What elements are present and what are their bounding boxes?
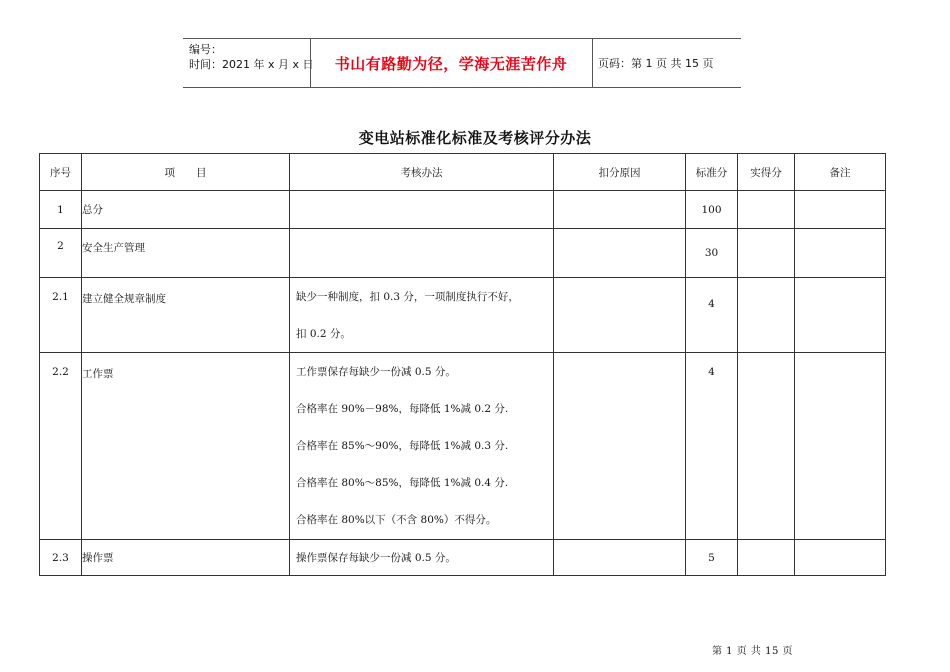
method-line: 工作票保存每缺少一份减 0.5 分。 [296, 366, 456, 378]
method-line: 合格率在 85%～90%，每降低 1%减 0.3 分. [296, 440, 509, 452]
method-line: 操作票保存每缺少一份减 0.5 分。 [296, 552, 456, 564]
row-actual [738, 278, 795, 353]
document-time-label: 时间：2021 年 x 月 x 日 [189, 58, 314, 71]
col-header-std: 标准分 [686, 154, 738, 191]
table-row [40, 229, 886, 278]
row-remark [795, 191, 886, 229]
row-no: 1 [40, 191, 82, 229]
row-remark [795, 353, 886, 540]
row-std: 4 [686, 278, 738, 353]
header-page-info: 页码：第 1 页 共 15 页 [598, 57, 714, 70]
method-line: 缺少一种制度，扣 0.3 分，一项制度执行不好， [296, 291, 519, 303]
row-no: 2 [40, 229, 82, 278]
row-reason [554, 191, 686, 229]
row-item: 工作票 [82, 353, 290, 540]
col-header-actual: 实得分 [738, 154, 795, 191]
table-row [40, 191, 886, 229]
header-motto: 书山有路勤为径，学海无涯苦作舟 [334, 54, 568, 73]
row-item: 总分 [82, 191, 290, 229]
col-header-reason: 扣分原因 [554, 154, 686, 191]
row-reason [554, 278, 686, 353]
col-header-item: 项 目 [82, 154, 290, 191]
row-method [290, 229, 554, 278]
method-line: 合格率在 90%－98%，每降低 1%减 0.2 分. [296, 403, 509, 415]
header-meta [189, 42, 314, 72]
row-no: 2.1 [40, 278, 82, 353]
row-actual [738, 229, 795, 278]
row-actual [738, 353, 795, 540]
row-no: 2.3 [40, 540, 82, 576]
row-reason [554, 540, 686, 576]
method-line: 合格率在 80%～85%，每降低 1%减 0.4 分. [296, 477, 509, 489]
table-row [40, 353, 886, 540]
row-remark [795, 540, 886, 576]
row-method [290, 191, 554, 229]
col-header-no: 序号 [40, 154, 82, 191]
method-line: 合格率在 80%以下（不含 80%）不得分。 [296, 514, 497, 526]
row-item: 操作票 [82, 540, 290, 576]
row-remark [795, 229, 886, 278]
col-header-remark: 备注 [795, 154, 886, 191]
table-row [40, 278, 886, 353]
row-std: 5 [686, 540, 738, 576]
row-item: 建立健全规章制度 [82, 278, 290, 353]
row-std: 4 [686, 353, 738, 540]
row-method [290, 540, 554, 576]
row-no: 2.2 [40, 353, 82, 540]
table-row [40, 540, 886, 576]
page-header [183, 38, 741, 88]
row-item: 安全生产管理 [82, 229, 290, 278]
document-title: 变电站标准化标准及考核评分办法 [358, 129, 592, 147]
row-method [290, 278, 554, 353]
row-reason [554, 353, 686, 540]
row-method [290, 353, 554, 540]
row-actual [738, 191, 795, 229]
row-actual [738, 540, 795, 576]
document-number-label: 编号： [189, 43, 222, 56]
row-std: 100 [686, 191, 738, 229]
page-footer: 第 1 页 共 15 页 [712, 646, 793, 657]
header-divider [592, 39, 593, 87]
col-header-method: 考核办法 [290, 154, 554, 191]
row-reason [554, 229, 686, 278]
row-std: 30 [686, 229, 738, 278]
table-header-row [40, 154, 886, 191]
method-line: 扣 0.2 分。 [296, 328, 351, 340]
scoring-table [39, 153, 886, 576]
row-remark [795, 278, 886, 353]
